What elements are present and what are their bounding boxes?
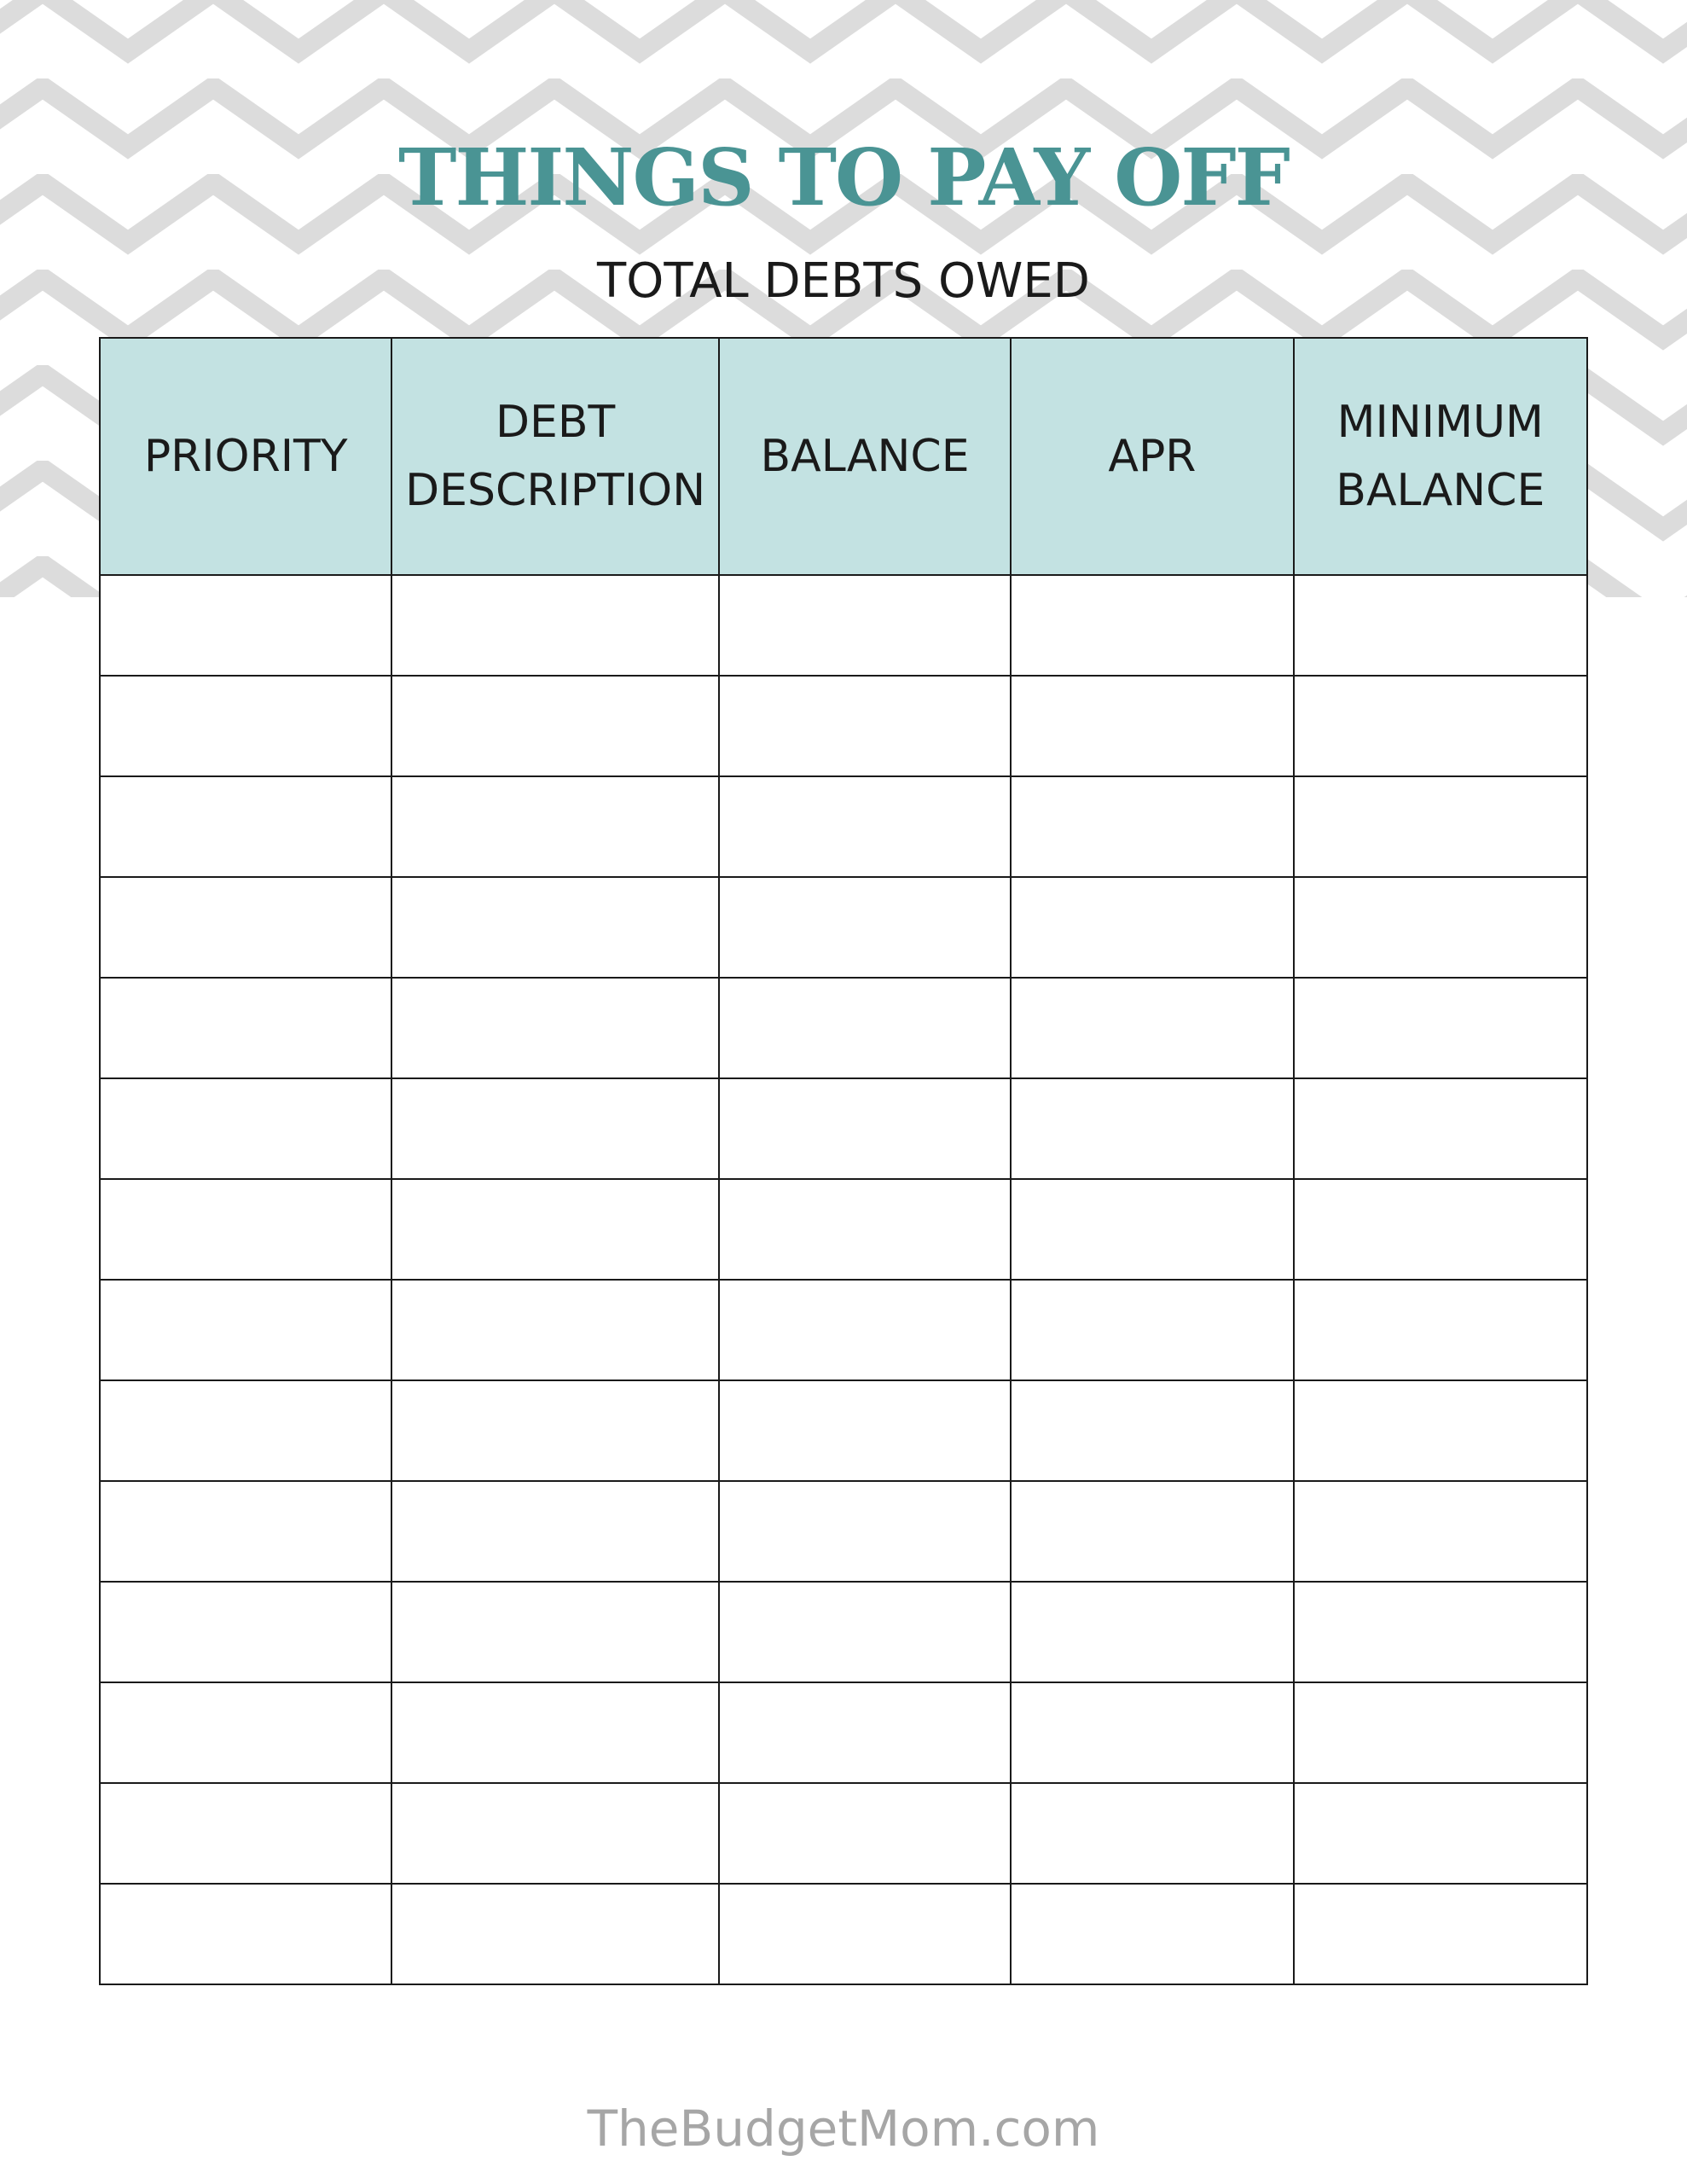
cell-balance[interactable] [719, 1179, 1011, 1280]
cell-minimum-balance[interactable] [1294, 1078, 1587, 1179]
cell-apr[interactable] [1011, 1380, 1293, 1481]
header-minimum-balance [1294, 338, 1587, 575]
cell-debt-description[interactable] [391, 1078, 718, 1179]
table-row [100, 1783, 1587, 1884]
header-balance [719, 338, 1011, 575]
cell-minimum-balance[interactable] [1294, 1582, 1587, 1682]
cell-debt-description[interactable] [391, 877, 718, 978]
cell-debt-description[interactable] [391, 575, 718, 676]
cell-balance[interactable] [719, 978, 1011, 1078]
cell-debt-description[interactable] [391, 1884, 718, 1984]
table-row [100, 676, 1587, 776]
table-row [100, 1280, 1587, 1380]
header-label-line2: BALANCE [1336, 465, 1545, 516]
table-row [100, 1380, 1587, 1481]
cell-priority[interactable] [100, 1179, 391, 1280]
table-row [100, 1884, 1587, 1984]
cell-debt-description[interactable] [391, 1179, 718, 1280]
cell-priority[interactable] [100, 978, 391, 1078]
cell-debt-description[interactable] [391, 1280, 718, 1380]
header-label-line1: DEBT [495, 397, 616, 448]
cell-apr[interactable] [1011, 1783, 1293, 1884]
cell-debt-description[interactable] [391, 676, 718, 776]
cell-priority[interactable] [100, 877, 391, 978]
cell-apr[interactable] [1011, 1481, 1293, 1582]
cell-minimum-balance[interactable] [1294, 676, 1587, 776]
cell-debt-description[interactable] [391, 776, 718, 877]
cell-debt-description[interactable] [391, 1481, 718, 1582]
cell-apr[interactable] [1011, 1078, 1293, 1179]
cell-balance[interactable] [719, 575, 1011, 676]
cell-minimum-balance[interactable] [1294, 1179, 1587, 1280]
cell-debt-description[interactable] [391, 978, 718, 1078]
table-header-row [100, 338, 1587, 575]
cell-balance[interactable] [719, 1783, 1011, 1884]
cell-priority[interactable] [100, 776, 391, 877]
cell-minimum-balance[interactable] [1294, 978, 1587, 1078]
cell-apr[interactable] [1011, 978, 1293, 1078]
cell-minimum-balance[interactable] [1294, 1783, 1587, 1884]
cell-priority[interactable] [100, 1582, 391, 1682]
footer-website: TheBudgetMom.com [587, 2100, 1100, 2158]
header-label-line2: DESCRIPTION [405, 465, 706, 516]
table-row [100, 1682, 1587, 1783]
cell-apr[interactable] [1011, 676, 1293, 776]
cell-priority[interactable] [100, 1884, 391, 1984]
table-body [100, 575, 1587, 1984]
cell-minimum-balance[interactable] [1294, 1380, 1587, 1481]
debt-table [99, 337, 1588, 1985]
cell-priority[interactable] [100, 1280, 391, 1380]
cell-apr[interactable] [1011, 1280, 1293, 1380]
cell-apr[interactable] [1011, 1682, 1293, 1783]
header-debt-description [391, 338, 718, 575]
cell-balance[interactable] [719, 676, 1011, 776]
cell-minimum-balance[interactable] [1294, 1481, 1587, 1582]
cell-debt-description[interactable] [391, 1682, 718, 1783]
cell-balance[interactable] [719, 776, 1011, 877]
cell-apr[interactable] [1011, 776, 1293, 877]
cell-priority[interactable] [100, 575, 391, 676]
cell-minimum-balance[interactable] [1294, 575, 1587, 676]
table-row [100, 575, 1587, 676]
table-row [100, 1481, 1587, 1582]
cell-priority[interactable] [100, 676, 391, 776]
header-priority [100, 338, 391, 575]
cell-minimum-balance[interactable] [1294, 877, 1587, 978]
cell-minimum-balance[interactable] [1294, 1682, 1587, 1783]
cell-balance[interactable] [719, 877, 1011, 978]
header-apr [1011, 338, 1293, 575]
cell-apr[interactable] [1011, 1884, 1293, 1984]
cell-priority[interactable] [100, 1078, 391, 1179]
cell-debt-description[interactable] [391, 1783, 718, 1884]
page-title: THINGS TO PAY OFF [398, 131, 1289, 224]
cell-priority[interactable] [100, 1380, 391, 1481]
table-row [100, 776, 1587, 877]
cell-apr[interactable] [1011, 1179, 1293, 1280]
cell-apr[interactable] [1011, 575, 1293, 676]
page-subtitle: TOTAL DEBTS OWED [597, 253, 1090, 309]
cell-minimum-balance[interactable] [1294, 1884, 1587, 1984]
cell-minimum-balance[interactable] [1294, 776, 1587, 877]
cell-balance[interactable] [719, 1884, 1011, 1984]
header-label: PRIORITY [143, 431, 348, 482]
cell-apr[interactable] [1011, 877, 1293, 978]
table-row [100, 1582, 1587, 1682]
cell-priority[interactable] [100, 1783, 391, 1884]
cell-balance[interactable] [719, 1481, 1011, 1582]
cell-minimum-balance[interactable] [1294, 1280, 1587, 1380]
table-row [100, 1179, 1587, 1280]
cell-priority[interactable] [100, 1682, 391, 1783]
cell-debt-description[interactable] [391, 1380, 718, 1481]
cell-debt-description[interactable] [391, 1582, 718, 1682]
table-row [100, 1078, 1587, 1179]
header-label: BALANCE [760, 431, 970, 482]
cell-balance[interactable] [719, 1078, 1011, 1179]
cell-balance[interactable] [719, 1280, 1011, 1380]
cell-balance[interactable] [719, 1682, 1011, 1783]
header-label: APR [1108, 431, 1197, 482]
table-row [100, 978, 1587, 1078]
cell-priority[interactable] [100, 1481, 391, 1582]
table-row [100, 877, 1587, 978]
header-label-line1: MINIMUM [1336, 397, 1544, 448]
cell-apr[interactable] [1011, 1582, 1293, 1682]
cell-balance[interactable] [719, 1582, 1011, 1682]
cell-balance[interactable] [719, 1380, 1011, 1481]
